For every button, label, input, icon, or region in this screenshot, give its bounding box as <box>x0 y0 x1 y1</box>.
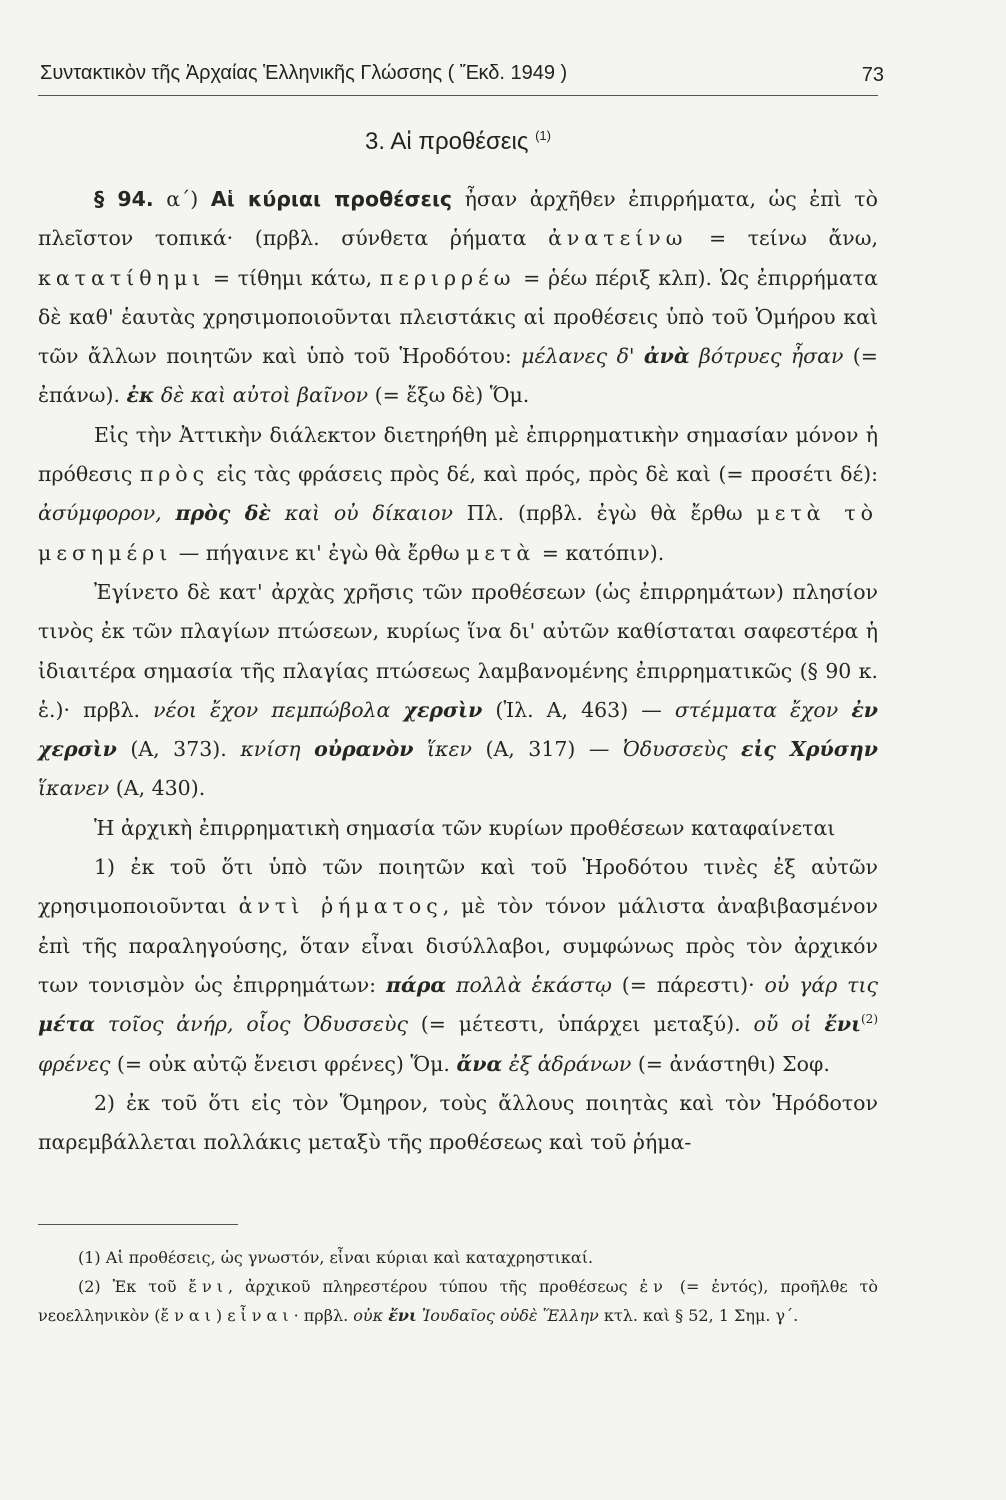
paragraph-attic <box>38 416 878 573</box>
text: (Α, 373). <box>116 737 241 762</box>
quote-emphasis: ἔνι <box>824 1012 861 1037</box>
text: 1) ἐκ τοῦ ὅτι ὑπὸ τῶν ποιητῶν καὶ τοῦ Ἡροδότου τινὲς ἐξ αὐτῶν χρησιμοποιοῦνται <box>38 855 878 919</box>
paragraph-94 <box>38 180 878 416</box>
body-text <box>38 180 878 1162</box>
footnote-number: (2) <box>78 1277 101 1296</box>
quote: οὐκ <box>353 1306 389 1325</box>
text: (= ἔξω δὲ) Ὅμ. <box>368 383 530 408</box>
footnote-1 <box>38 1243 878 1272</box>
quote: οὐ γάρ τις <box>764 972 878 997</box>
footnotes <box>38 1243 878 1330</box>
quote-emphasis: πάρα <box>385 972 447 997</box>
quote: νέοι ἔχον πεμπώβολα <box>153 697 404 722</box>
spaced-example: περιρρέω <box>379 265 516 290</box>
running-title: Συντακτικὸν τῆς Ἀρχαίας Ἑλληνικῆς Γλώσσης ( Ἔκδ. 1949 ) <box>40 62 568 84</box>
spaced-example: ἀντὶ ῥήματος <box>238 894 443 919</box>
text: 2) ἐκ τοῦ ὅτι εἰς τὸν Ὅμηρον, τοὺς ἄλλους ποιητὰς καὶ τὸν Ἡρόδοτον παρεμβάλλεται πολλάκις μεταξὺ τῆς προθέσεως καὶ τοῦ ῥήμα- <box>38 1090 878 1155</box>
text: · πρβλ. <box>293 1306 354 1325</box>
text: — πήγαινε κι' ἐγὼ θὰ ἔρθω <box>172 540 467 565</box>
book-page <box>38 0 884 1500</box>
quote-emphasis: ἐν χερσὶν <box>38 697 879 762</box>
spaced-example: ἀνατείνω <box>548 226 688 251</box>
quote: ἀσύμφορον, <box>38 501 176 526</box>
quote-emphasis: ἔνι <box>388 1306 417 1325</box>
text: (Α, 317) — <box>471 737 623 762</box>
section-title-text: 3. Αἱ προθέσεις <box>365 128 529 155</box>
spaced-example: κατατίθημι <box>38 265 206 290</box>
text: ἦσαν ἀρχῆθεν ἐπιρρήματα, ὡς ἐπὶ τὸ πλεῖστον τοπικά· (πρβλ. σύνθετα ῥήματα <box>38 187 878 251</box>
quote: τοῖος ἀνήρ, οἷος Ὀδυσσεὺς <box>95 1012 408 1037</box>
quote: μέλανες δ' <box>521 344 644 369</box>
spaced-example: πρὸς <box>139 462 210 487</box>
spaced-example: ἔνι <box>188 1277 228 1296</box>
quote: φρένες <box>38 1051 111 1076</box>
quote: οὔ οἱ <box>753 1012 825 1037</box>
quote-emphasis: ἐκ <box>126 383 155 408</box>
quote: στέμματα ἔχον <box>674 697 852 722</box>
text: Εἰς τὴν Ἀττικὴν διάλεκτον διετηρήθη μὲ ἐπιρρηματικὴν σημασίαν μόνον ἡ πρόθεσις <box>38 422 878 487</box>
section-title <box>38 128 878 156</box>
spaced-example: εἶναι <box>227 1306 294 1325</box>
text: Ἐγίνετο δὲ κατ' ἀρχὰς χρῆσις τῶν προθέσεων (ὡς ἐπιρρημάτων) πλησίον τινὸς ἐκ τῶν πλαγίων πτώσεων, κυρίως ἵνα δι' αὐτῶν καθίσταται σαφεστέρα ἡ ἰδιαιτέρα σημασία τῆς πλαγίας πτώσεως λαμβανομένης ἐπιρρηματικῶς (§ 90 κ. ἑ.)· πρβλ. <box>38 579 878 722</box>
quote: κνίση <box>240 737 315 762</box>
quote: ἵκανεν <box>38 776 110 801</box>
text: = κατόπιν). <box>535 540 665 565</box>
text: = ῥέω πέριξ κλπ). Ὡς ἐπιρρήματα δὲ καθ' ἑαυτὰς χρησιμοποιοῦνται πλειστάκις αἱ προθέσεις ὑπὸ τοῦ Ὁμήρου καὶ τῶν ἄλλων ποιητῶν καὶ ὑπὸ τοῦ Ἡροδότου: <box>38 265 878 369</box>
quote: Ἰουδαῖος οὐδὲ Ἕλλην <box>416 1306 599 1325</box>
spaced-example: ἔναι <box>160 1306 216 1325</box>
quote-emphasis: μέτα <box>38 1012 96 1037</box>
text: ) <box>215 1306 228 1325</box>
quote-emphasis: ἄνα <box>456 1051 503 1076</box>
text: (= οὐκ αὐτῷ ἔνεισι φρένες) Ὅμ. <box>110 1051 457 1076</box>
section-number: § 94. <box>94 187 154 211</box>
quote-emphasis: εἰς Χρύσην <box>741 737 878 762</box>
text: , ἀρχικοῦ πληρεστέρου τύπου τῆς προθέσεως <box>227 1277 640 1296</box>
term-heading: Αἱ κύριαι προθέσεις <box>210 187 453 211</box>
paragraph-point-1 <box>38 848 878 1084</box>
footnote-ref: (2) <box>861 1012 878 1027</box>
quote-emphasis: χερσὶν <box>403 697 483 722</box>
text: (Ἰλ. Α, 463) — <box>482 697 675 722</box>
text: (= ἐντός), προῆλθε τὸ νεοελληνικὸν ( <box>38 1277 879 1325</box>
quote: καὶ οὐ δίκαιον <box>270 501 453 526</box>
running-head <box>38 58 884 94</box>
text: Ἐκ τοῦ <box>112 1277 189 1296</box>
quote-emphasis: πρὸς δὲ <box>175 501 271 526</box>
section-note-ref: (1) <box>535 128 551 143</box>
quote: Ὀδυσσεὺς <box>622 737 741 762</box>
spaced-example: μετὰ <box>466 540 536 565</box>
quote: βότρυες ἦσαν <box>689 344 844 369</box>
text: Πλ. (πρβλ. ἐγὼ θὰ ἔρθω <box>452 501 757 526</box>
text: κτλ. καὶ § 52, 1 Σημ. γ΄. <box>598 1306 799 1325</box>
subsection-label: α΄) <box>166 187 199 211</box>
text: = τίθημι κάτω, <box>205 265 380 290</box>
spaced-example: ἐν <box>639 1277 668 1296</box>
text: εἰς τὰς φράσεις πρὸς δέ, καὶ πρός, πρὸς δὲ καὶ (= προσέτι δέ): <box>209 462 878 487</box>
page-number: 73 <box>861 64 884 86</box>
text: = τείνω ἄνω, <box>687 226 878 251</box>
text: (Α, 430). <box>109 776 206 801</box>
quote-emphasis: ἀνὰ <box>643 344 690 369</box>
quote: δὲ καὶ αὐτοὶ βαῖνον <box>154 383 369 408</box>
header-rule <box>38 95 878 96</box>
text: , μὲ τὸν τόνον μάλιστα ἀναβιβασμένον ἐπὶ τῆς παραληγούσης, ὅταν εἶναι δισύλλαβοι, συμφώνως πρὸς τὸν ἀρχικόν των τονισμὸν ὡς ἐπιρρημάτων: <box>38 894 878 997</box>
footnote-rule <box>38 1224 238 1225</box>
paragraph-point-2 <box>38 1084 878 1163</box>
paragraph-usage <box>38 573 878 809</box>
footnote-number: (1) <box>78 1248 101 1267</box>
text: (= πάρεστι)· <box>611 972 765 997</box>
quote: ἵκεν <box>413 737 472 762</box>
paragraph-intro <box>38 809 878 848</box>
quote: πολλὰ ἑκάστῳ <box>446 972 612 997</box>
text: (= ἐπάνω). <box>38 344 878 408</box>
quote-emphasis: οὐρανὸν <box>314 737 414 762</box>
text: (= μέτεστι, ὑπάρχει μεταξύ). <box>407 1012 754 1037</box>
text: Αἱ προθέσεις, ὡς γνωστόν, εἶναι κύριαι καὶ καταχρηστικαί. <box>105 1248 594 1267</box>
footnote-2 <box>38 1272 878 1330</box>
text: Ἡ ἀρχικὴ ἐπιρρηματικὴ σημασία τῶν κυρίων προθέσεων καταφαίνεται <box>94 815 836 840</box>
quote: ἐξ ἁδράνων <box>502 1051 632 1076</box>
spaced-example: μετὰ τὸ μεσημέρι <box>38 501 879 565</box>
text: (= ἀνάστηθι) Σοφ. <box>631 1051 830 1076</box>
